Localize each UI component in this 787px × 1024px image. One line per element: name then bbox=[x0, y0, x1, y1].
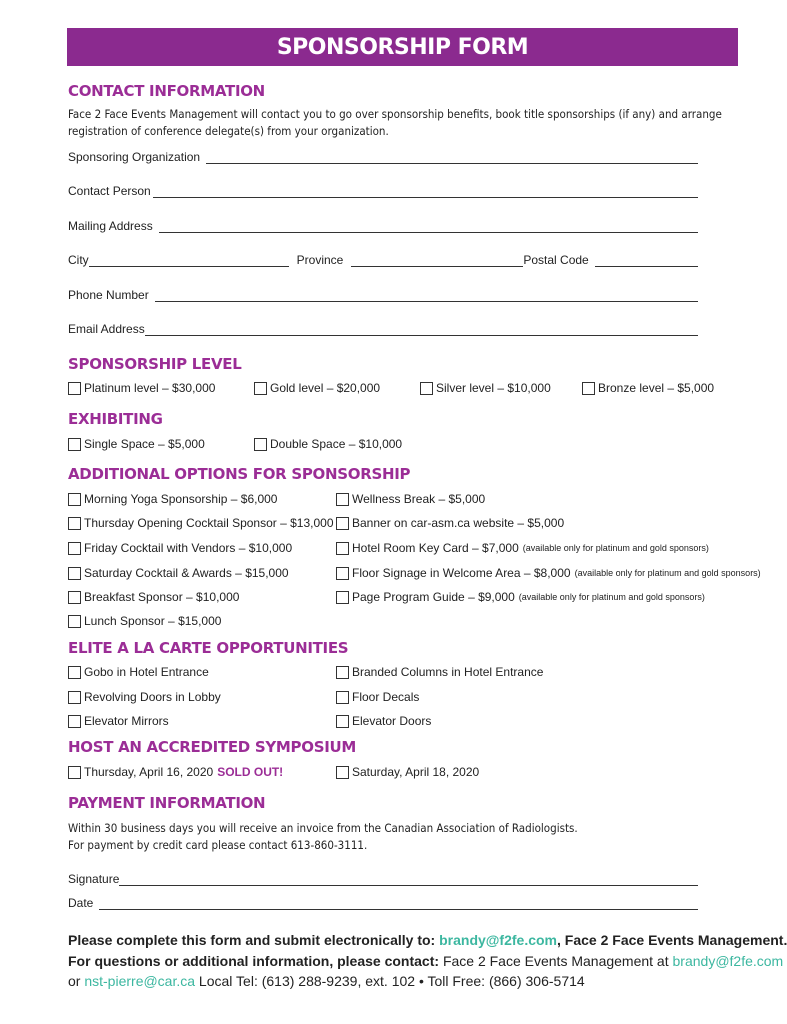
option-label: Thursday Opening Cocktail Sponsor – $13,000 bbox=[84, 516, 334, 530]
contact-intro-2: registration of conference delegate(s) from your organization. bbox=[68, 124, 389, 138]
sponsorship-level-heading: SPONSORSHIP LEVEL bbox=[68, 355, 242, 373]
option-label: Revolving Doors in Lobby bbox=[84, 690, 221, 704]
mailing-address-label: Mailing Address bbox=[68, 219, 153, 233]
friday-cocktail-option[interactable] bbox=[68, 541, 292, 555]
payment-heading: PAYMENT INFORMATION bbox=[68, 794, 266, 812]
postal-code-label: Postal Code bbox=[523, 253, 589, 267]
payment-line-2: For payment by credit card please contact 613-860-3111. bbox=[68, 838, 368, 852]
option-label: Friday Cocktail with Vendors – $10,000 bbox=[84, 541, 293, 555]
phone-line[interactable] bbox=[155, 289, 698, 302]
branded-columns-option[interactable] bbox=[336, 665, 543, 679]
program-guide-option[interactable] bbox=[336, 590, 705, 604]
single-space-option[interactable] bbox=[68, 437, 205, 451]
contact-heading: CONTACT INFORMATION bbox=[68, 82, 265, 100]
saturday-symposium-option[interactable] bbox=[336, 765, 479, 779]
checkbox[interactable] bbox=[336, 591, 349, 604]
elite-heading: ELITE A LA CARTE OPPORTUNITIES bbox=[68, 639, 349, 657]
gold-option[interactable] bbox=[254, 381, 380, 395]
wellness-break-option[interactable] bbox=[336, 492, 485, 506]
option-label: Silver level – $10,000 bbox=[436, 381, 551, 395]
symposium-heading: HOST AN ACCREDITED SYMPOSIUM bbox=[68, 738, 356, 756]
checkbox[interactable] bbox=[68, 715, 81, 728]
footer-text: Local Tel: (613) 288-9239, ext. 102 • Toll Free: (866) 306-5714 bbox=[195, 973, 585, 989]
footer-text: or bbox=[68, 973, 85, 989]
saturday-cocktail-option[interactable] bbox=[68, 566, 289, 580]
email-link[interactable]: brandy@f2fe.com bbox=[672, 953, 784, 969]
option-label: Thursday, April 16, 2020 bbox=[84, 765, 214, 779]
date-line[interactable] bbox=[99, 897, 698, 910]
signature-label: Signature bbox=[68, 872, 120, 886]
checkbox[interactable] bbox=[68, 382, 81, 395]
postal-code-line[interactable] bbox=[595, 254, 698, 267]
date-field[interactable] bbox=[68, 896, 698, 910]
option-label: Double Space – $10,000 bbox=[270, 437, 403, 451]
option-label: Saturday Cocktail & Awards – $15,000 bbox=[84, 566, 289, 580]
phone-label: Phone Number bbox=[68, 288, 149, 302]
signature-line[interactable] bbox=[119, 873, 698, 886]
option-label: Gold level – $20,000 bbox=[270, 381, 381, 395]
email-field[interactable] bbox=[68, 322, 698, 336]
email-line[interactable] bbox=[145, 323, 698, 336]
signature-field[interactable] bbox=[68, 872, 698, 886]
checkbox[interactable] bbox=[582, 382, 595, 395]
sponsoring-org-field[interactable] bbox=[68, 150, 698, 164]
checkbox[interactable] bbox=[68, 567, 81, 580]
floor-decals-option[interactable] bbox=[336, 690, 419, 704]
footer-text: Face 2 Face Events Management at bbox=[442, 953, 673, 969]
availability-note: (available only for platinum and gold sponsors) bbox=[522, 543, 709, 553]
checkbox[interactable] bbox=[336, 567, 349, 580]
option-label: Banner on car-asm.ca website – $5,000 bbox=[352, 516, 565, 530]
footer-text: Please complete this form and submit electronically to: bbox=[68, 932, 440, 948]
exhibiting-heading: EXHIBITING bbox=[68, 410, 163, 428]
key-card-option[interactable] bbox=[336, 541, 709, 555]
contact-person-label: Contact Person bbox=[68, 184, 151, 198]
sold-out-badge: SOLD OUT! bbox=[217, 765, 284, 779]
city-province-postal-row bbox=[68, 253, 698, 267]
mailing-address-line[interactable] bbox=[159, 220, 698, 233]
option-label: Hotel Room Key Card – $7,000 bbox=[352, 541, 519, 555]
province-label: Province bbox=[296, 253, 344, 267]
checkbox[interactable] bbox=[254, 382, 267, 395]
availability-note: (available only for platinum and gold sponsors) bbox=[518, 592, 705, 602]
gobo-option[interactable] bbox=[68, 665, 209, 679]
revolving-doors-option[interactable] bbox=[68, 690, 221, 704]
footer-line-1 bbox=[68, 932, 787, 948]
checkbox[interactable] bbox=[336, 691, 349, 704]
option-label: Morning Yoga Sponsorship – $6,000 bbox=[84, 492, 278, 506]
availability-note: (available only for platinum and gold sponsors) bbox=[574, 568, 761, 578]
thursday-symposium-option[interactable] bbox=[68, 765, 283, 779]
platinum-option[interactable] bbox=[68, 381, 215, 395]
footer-line-2 bbox=[68, 953, 783, 969]
checkbox[interactable] bbox=[420, 382, 433, 395]
footer-line-3 bbox=[68, 973, 585, 989]
double-space-option[interactable] bbox=[254, 437, 402, 451]
option-label: Platinum level – $30,000 bbox=[84, 381, 216, 395]
email-link[interactable]: nst-pierre@car.ca bbox=[84, 973, 196, 989]
date-label: Date bbox=[68, 896, 94, 910]
silver-option[interactable] bbox=[420, 381, 551, 395]
sponsoring-org-line[interactable] bbox=[206, 151, 698, 164]
option-label: Wellness Break – $5,000 bbox=[352, 492, 486, 506]
breakfast-option[interactable] bbox=[68, 590, 239, 604]
footer-text: For questions or additional information, please contact: bbox=[68, 953, 443, 969]
sponsoring-org-label: Sponsoring Organization bbox=[68, 150, 201, 164]
floor-signage-option[interactable] bbox=[336, 566, 761, 580]
payment-line-1: Within 30 business days you will receive an invoice from the Canadian Association of Radiologists. bbox=[68, 821, 578, 835]
contact-person-line[interactable] bbox=[153, 185, 698, 198]
province-line[interactable] bbox=[351, 254, 523, 267]
checkbox[interactable] bbox=[68, 493, 81, 506]
mailing-address-field[interactable] bbox=[68, 219, 698, 233]
checkbox[interactable] bbox=[68, 517, 81, 530]
elevator-mirrors-option[interactable] bbox=[68, 714, 169, 728]
checkbox[interactable] bbox=[336, 493, 349, 506]
lunch-option[interactable] bbox=[68, 614, 221, 628]
checkbox[interactable] bbox=[68, 591, 81, 604]
checkbox[interactable] bbox=[336, 542, 349, 555]
checkbox[interactable] bbox=[68, 766, 81, 779]
phone-field[interactable] bbox=[68, 288, 698, 302]
contact-person-field[interactable] bbox=[68, 184, 698, 198]
checkbox[interactable] bbox=[254, 438, 267, 451]
option-label: Page Program Guide – $9,000 bbox=[352, 590, 515, 604]
bronze-option[interactable] bbox=[582, 381, 714, 395]
checkbox[interactable] bbox=[68, 615, 81, 628]
email-link[interactable]: brandy@f2fe.com bbox=[439, 932, 558, 948]
option-label: Single Space – $5,000 bbox=[84, 437, 205, 451]
checkbox[interactable] bbox=[68, 542, 81, 555]
checkbox[interactable] bbox=[336, 715, 349, 728]
checkbox[interactable] bbox=[68, 666, 81, 679]
checkbox[interactable] bbox=[336, 766, 349, 779]
elevator-doors-option[interactable] bbox=[336, 714, 431, 728]
option-label: Lunch Sponsor – $15,000 bbox=[84, 614, 222, 628]
option-label: Floor Decals bbox=[352, 690, 420, 704]
contact-intro-1: Face 2 Face Events Management will contact you to go over sponsorship benefits, book title sponsorships (if any) and arrange bbox=[68, 107, 722, 121]
option-label: Elevator Mirrors bbox=[84, 714, 169, 728]
option-label: Branded Columns in Hotel Entrance bbox=[352, 665, 544, 679]
city-line[interactable] bbox=[89, 254, 289, 267]
additional-options-heading: ADDITIONAL OPTIONS FOR SPONSORSHIP bbox=[68, 465, 411, 483]
checkbox[interactable] bbox=[336, 666, 349, 679]
option-label: Gobo in Hotel Entrance bbox=[84, 665, 209, 679]
option-label: Bronze level – $5,000 bbox=[598, 381, 715, 395]
form-title: SPONSORSHIP FORM bbox=[67, 28, 738, 66]
banner-option[interactable] bbox=[336, 516, 564, 530]
checkbox[interactable] bbox=[336, 517, 349, 530]
thursday-cocktail-option[interactable] bbox=[68, 516, 334, 530]
city-label: City bbox=[68, 253, 89, 267]
option-label: Floor Signage in Welcome Area – $8,000 bbox=[352, 566, 571, 580]
footer-text: , Face 2 Face Events Management. bbox=[557, 932, 787, 948]
morning-yoga-option[interactable] bbox=[68, 492, 277, 506]
option-label: Elevator Doors bbox=[352, 714, 432, 728]
checkbox[interactable] bbox=[68, 438, 81, 451]
checkbox[interactable] bbox=[68, 691, 81, 704]
email-label: Email Address bbox=[68, 322, 145, 336]
option-label: Saturday, April 18, 2020 bbox=[352, 765, 480, 779]
option-label: Breakfast Sponsor – $10,000 bbox=[84, 590, 240, 604]
